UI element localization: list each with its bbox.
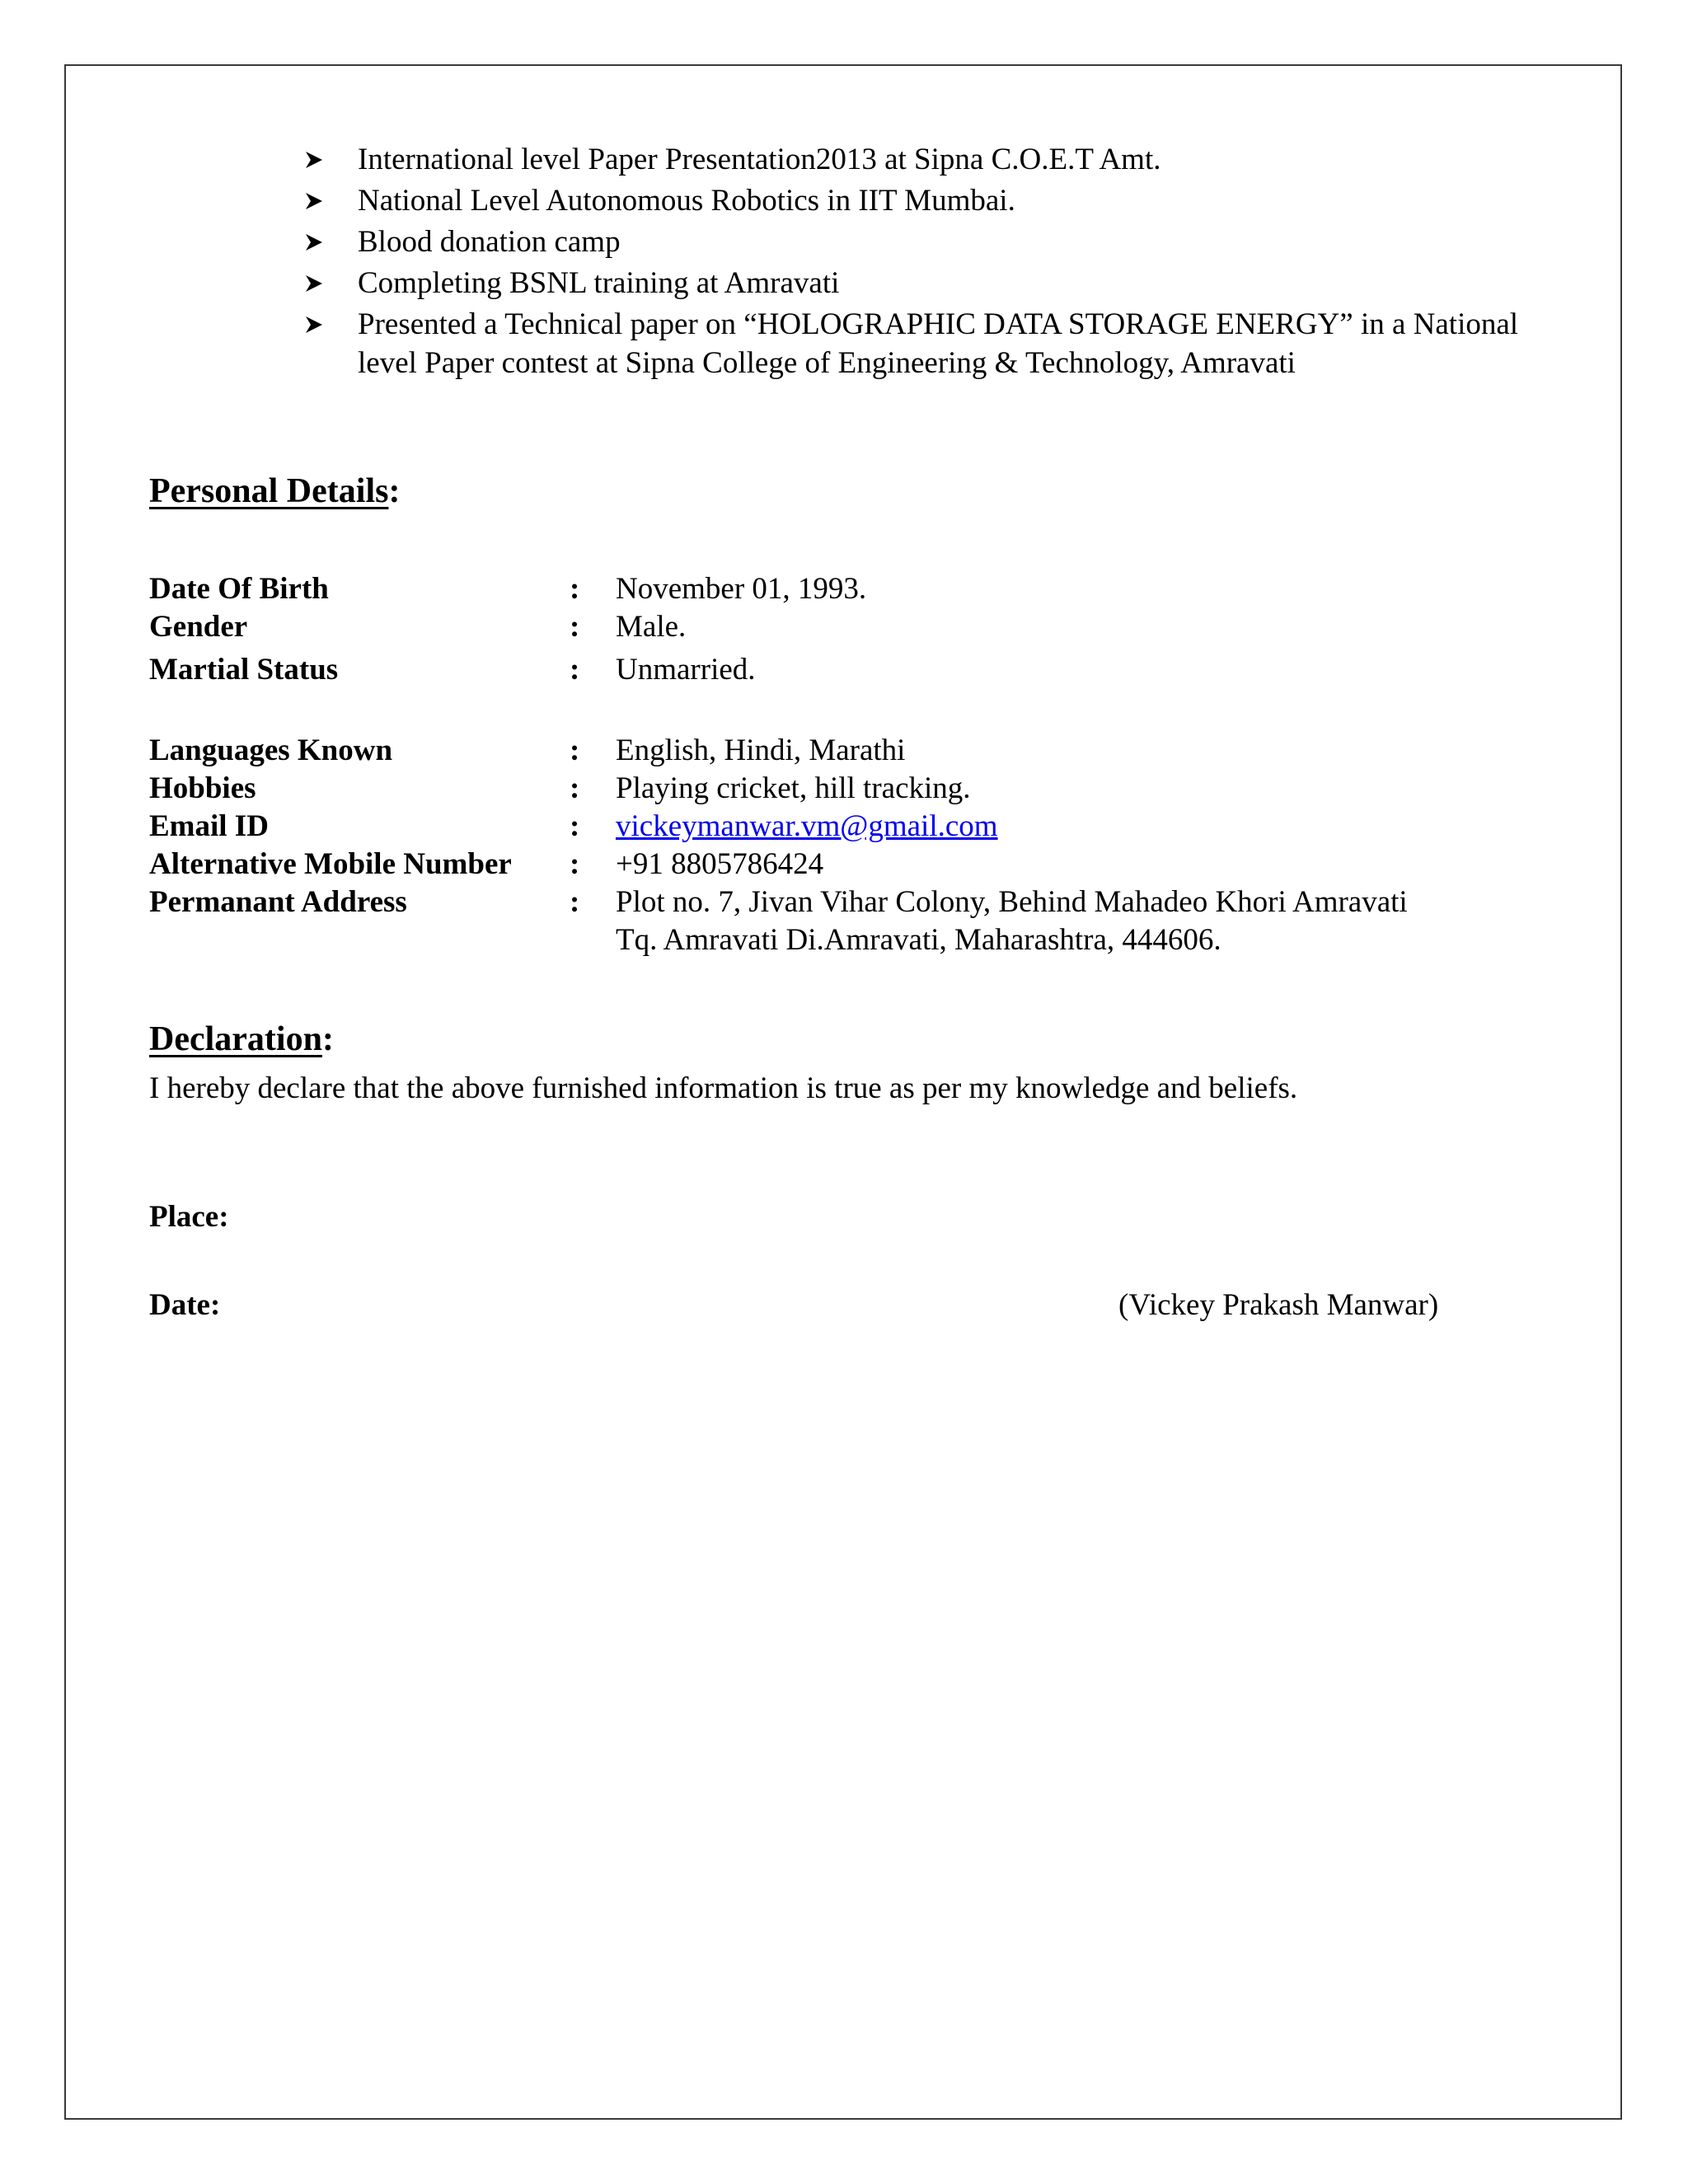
detail-row-email bbox=[149, 808, 1550, 846]
detail-value: Male. bbox=[616, 610, 687, 644]
declaration-text: I hereby declare that the above furnished information is true as per my knowledge and beliefs. bbox=[149, 1071, 1298, 1105]
detail-value: Unmarried. bbox=[616, 653, 756, 687]
detail-value: Playing cricket, hill tracking. bbox=[616, 771, 971, 805]
detail-label: Permanant Address bbox=[149, 885, 407, 919]
detail-separator: : bbox=[570, 733, 580, 767]
detail-value bbox=[616, 883, 1550, 959]
arrowhead-bullet-icon bbox=[305, 233, 323, 251]
achievements-list bbox=[305, 140, 1541, 385]
heading-colon: : bbox=[321, 1020, 334, 1058]
heading-colon: : bbox=[388, 472, 401, 510]
address-line-2: Tq. Amravati Di.Amravati, Maharashtra, 444606. bbox=[616, 923, 1221, 957]
detail-row-languages bbox=[149, 732, 1550, 770]
place-label: Place: bbox=[149, 1200, 229, 1234]
achievement-text: Blood donation camp bbox=[358, 225, 621, 259]
detail-label: Gender bbox=[149, 610, 248, 644]
arrowhead-bullet-icon bbox=[305, 274, 323, 293]
detail-separator: : bbox=[570, 885, 580, 919]
detail-separator: : bbox=[570, 653, 580, 687]
detail-label: Email ID bbox=[149, 809, 269, 843]
detail-label: Date Of Birth bbox=[149, 572, 329, 606]
list-item bbox=[305, 264, 1541, 302]
detail-label: Languages Known bbox=[149, 733, 393, 767]
arrowhead-bullet-icon bbox=[305, 151, 323, 169]
personal-details-heading-text: Personal Details bbox=[149, 472, 389, 510]
detail-label: Hobbies bbox=[149, 771, 256, 805]
declaration-heading-text: Declaration bbox=[149, 1020, 322, 1058]
detail-value: English, Hindi, Marathi bbox=[616, 733, 906, 767]
personal-details-heading bbox=[149, 471, 400, 511]
email-link[interactable]: vickeymanwar.vm@gmail.com bbox=[616, 809, 998, 843]
detail-value: November 01, 1993. bbox=[616, 572, 867, 606]
detail-separator: : bbox=[570, 572, 580, 606]
detail-row-gender bbox=[149, 608, 1550, 646]
detail-label: Alternative Mobile Number bbox=[149, 847, 512, 881]
detail-row-date-of-birth bbox=[149, 570, 1550, 608]
achievement-text: Presented a Technical paper on “HOLOGRAPHIC DATA STORAGE ENERGY” in a National level Paper contest at Sipna College of Engineering & Technology, Amravati bbox=[358, 307, 1519, 380]
detail-separator: : bbox=[570, 809, 580, 843]
detail-row-hobbies bbox=[149, 770, 1550, 808]
list-item bbox=[305, 181, 1541, 220]
detail-row-mobile bbox=[149, 846, 1550, 883]
list-item bbox=[305, 140, 1541, 179]
achievement-text: National Level Autonomous Robotics in IIT Mumbai. bbox=[358, 184, 1015, 218]
achievement-text: Completing BSNL training at Amravati bbox=[358, 266, 840, 300]
address-line-1: Plot no. 7, Jivan Vihar Colony, Behind Mahadeo Khori Amravati bbox=[616, 885, 1408, 919]
detail-row-address bbox=[149, 883, 1550, 959]
date-label: Date: bbox=[149, 1288, 221, 1322]
personal-details-table bbox=[149, 570, 1550, 959]
detail-label: Martial Status bbox=[149, 653, 339, 687]
detail-separator: : bbox=[570, 847, 580, 881]
detail-value bbox=[616, 808, 1550, 846]
achievement-text: International level Paper Presentation2013 at Sipna C.O.E.T Amt. bbox=[358, 143, 1161, 176]
list-item bbox=[305, 223, 1541, 261]
detail-separator: : bbox=[570, 610, 580, 644]
detail-separator: : bbox=[570, 771, 580, 805]
declaration-heading bbox=[149, 1019, 334, 1059]
detail-value: +91 8805786424 bbox=[616, 847, 824, 881]
arrowhead-bullet-icon bbox=[305, 192, 323, 210]
list-item bbox=[305, 305, 1541, 382]
signature-name: (Vickey Prakash Manwar) bbox=[1118, 1288, 1439, 1322]
arrowhead-bullet-icon bbox=[305, 316, 323, 334]
detail-row-marital-status bbox=[149, 651, 1550, 689]
